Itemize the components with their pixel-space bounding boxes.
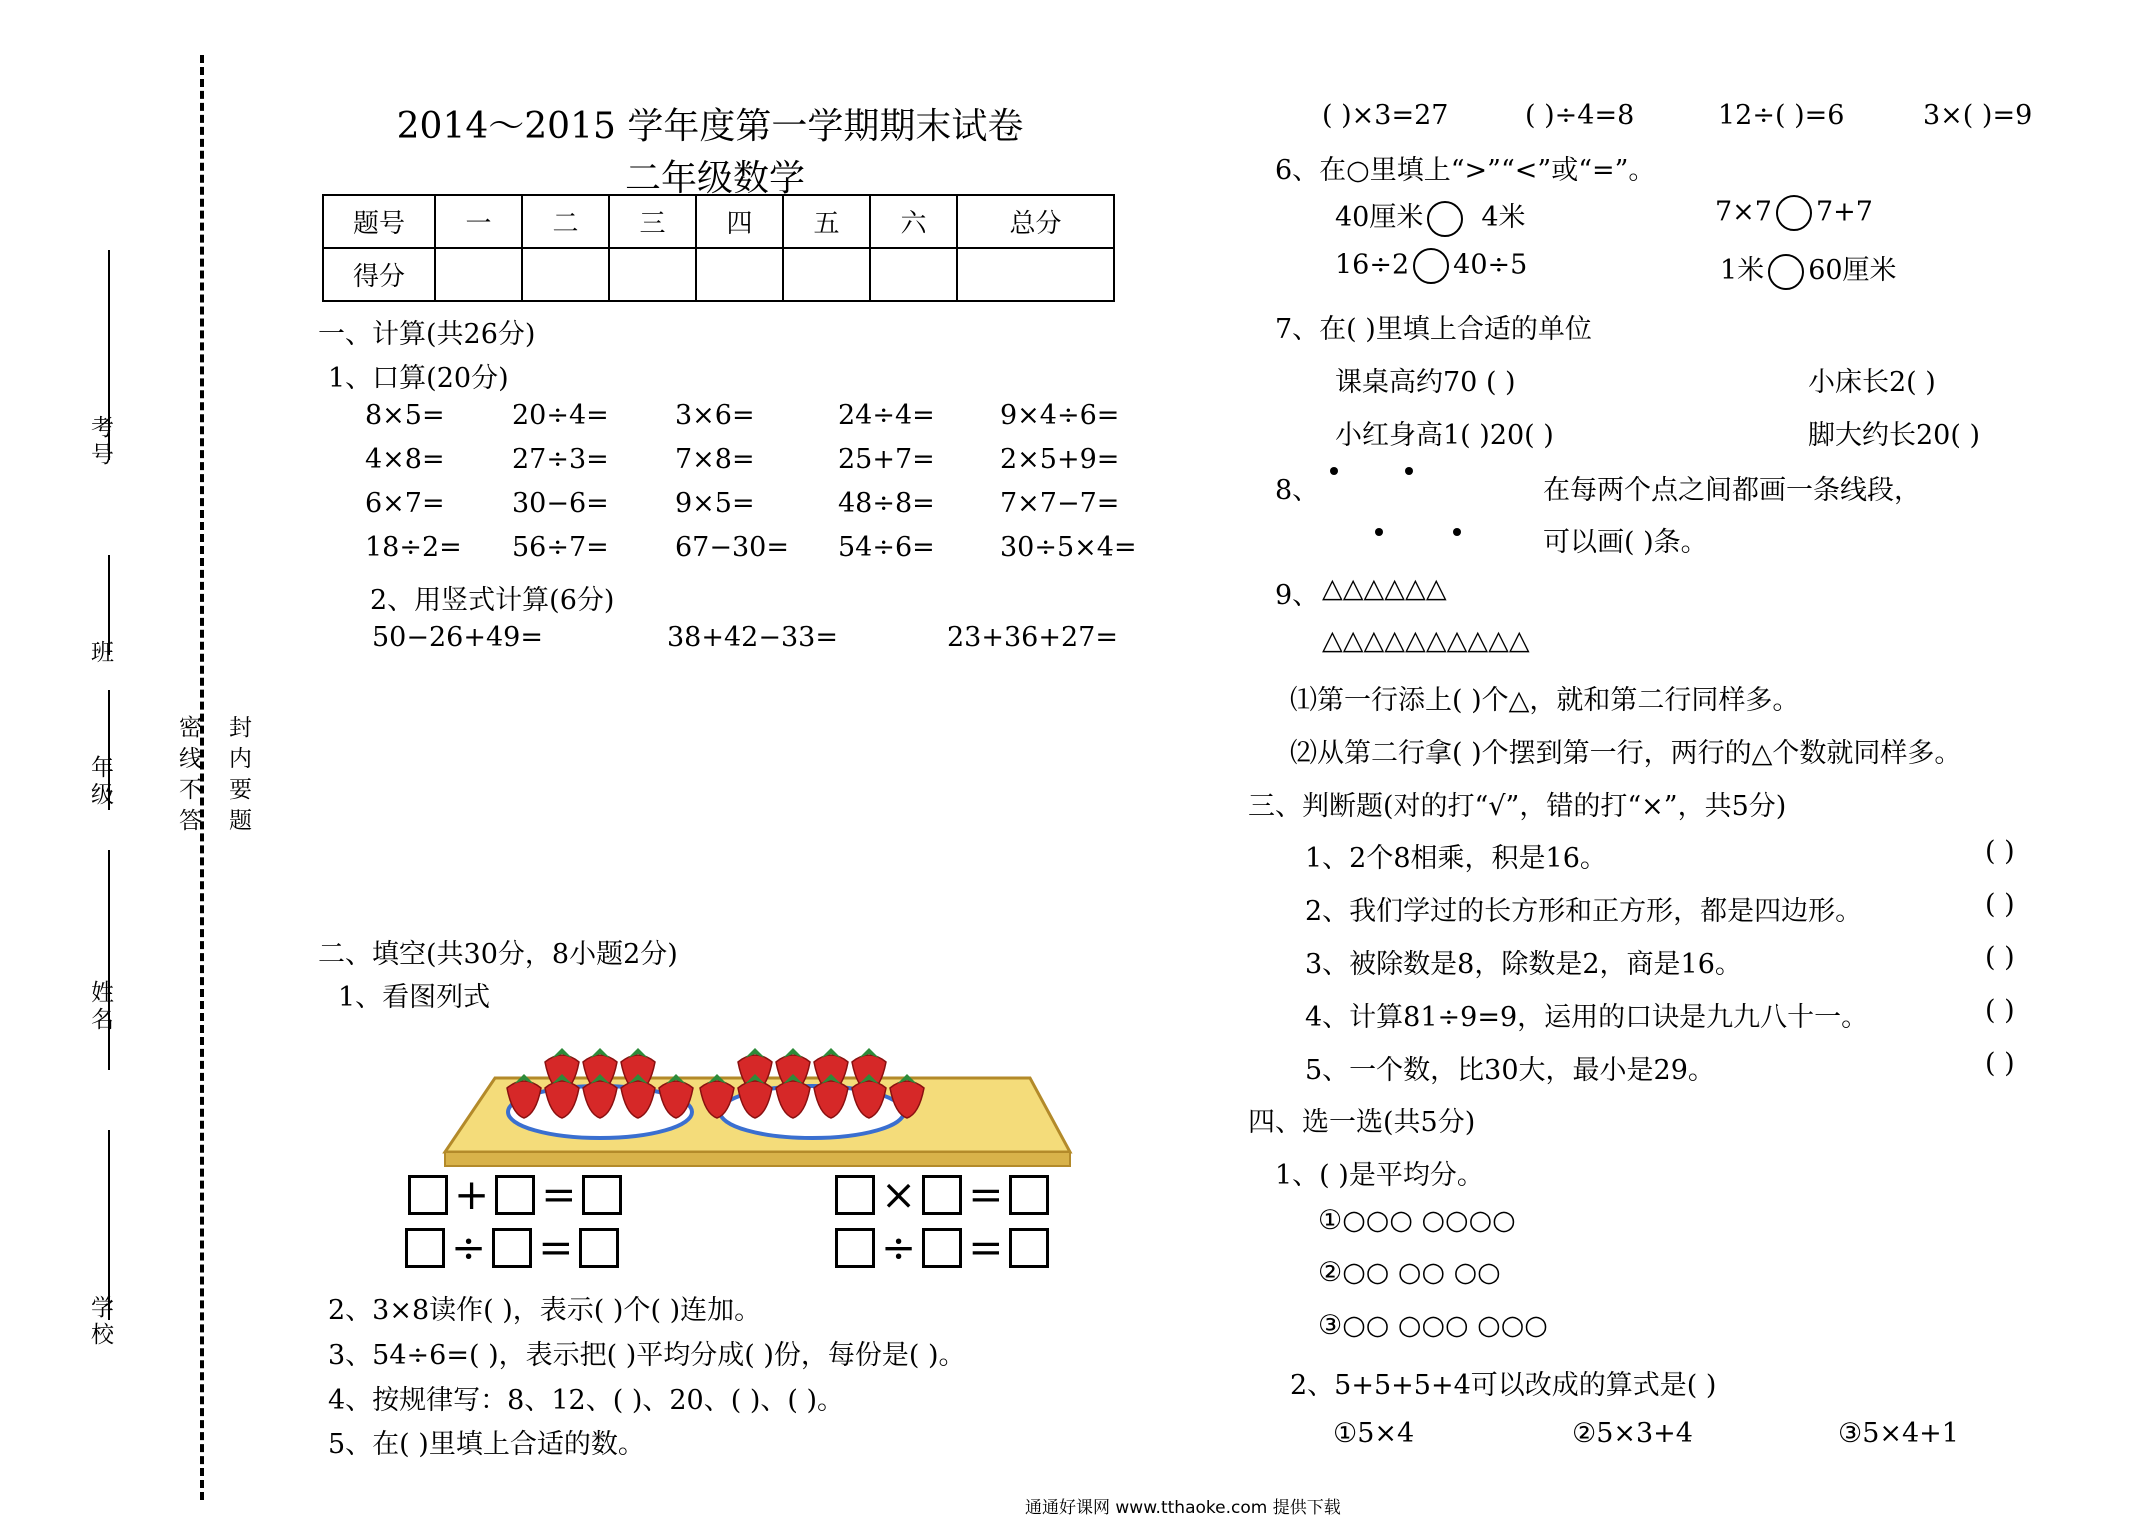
answer-box[interactable] — [492, 1228, 532, 1268]
xingming-line — [108, 850, 110, 1070]
times-sign: × — [881, 1170, 917, 1219]
score-header-cell: 五 — [783, 195, 870, 248]
judge-answer-paren[interactable]: ( ) — [1985, 836, 2015, 867]
oral-calc-item: 48÷8= — [838, 488, 935, 519]
question-2-8-answer: 可以画( )条。 — [1543, 527, 1708, 558]
question-2-9-label: 9、 — [1275, 580, 1320, 611]
question-2-8-text: 在每两个点之间都画一条线段， — [1543, 475, 1921, 506]
table-front — [445, 1152, 1070, 1166]
compare-left: 16÷2 — [1335, 249, 1410, 281]
kaohao-label: 考号 — [87, 415, 113, 469]
oral-calc-item: 7×8= — [675, 444, 755, 475]
compare-item — [1720, 248, 1897, 290]
score-row-label: 得分 — [323, 248, 435, 301]
score-input-cell[interactable] — [957, 248, 1114, 301]
answer-box[interactable] — [495, 1175, 535, 1215]
compare-right: 7+7 — [1815, 196, 1873, 228]
triangle-row-2: △△△△△△△△△△ — [1322, 625, 1530, 656]
oral-calc-item: 9×5= — [675, 488, 755, 519]
score-input-cell[interactable] — [522, 248, 609, 301]
question-2-7: 7、在( )里填上合适的单位 — [1275, 314, 1592, 345]
score-input-cell[interactable] — [609, 248, 696, 301]
answer-box[interactable] — [582, 1175, 622, 1215]
nianji-label: 年级 — [87, 755, 113, 809]
score-header-cell: 二 — [522, 195, 609, 248]
compare-circle[interactable] — [1413, 248, 1449, 284]
oral-calc-item: 30÷5×4= — [1000, 532, 1137, 563]
oral-calc-item: 7×7−7= — [1000, 488, 1120, 519]
oral-calc-item: 20÷4= — [512, 400, 609, 431]
score-header-cell: 题号 — [323, 195, 435, 248]
choice-option[interactable]: ①5×4 — [1333, 1418, 1415, 1449]
score-table — [322, 194, 1115, 302]
section3-title: 三、判断题(对的打“√”，错的打“×”，共5分) — [1248, 791, 1787, 822]
answer-box[interactable] — [922, 1228, 962, 1268]
equals-sign: = — [538, 1223, 574, 1272]
compare-circle[interactable] — [1427, 201, 1463, 237]
equation-div-right — [835, 1223, 1049, 1272]
compare-circle[interactable] — [1776, 195, 1812, 231]
oral-calc-item: 56÷7= — [512, 532, 609, 563]
compare-right: 4米 — [1481, 202, 1526, 233]
score-table-score-row — [323, 248, 1114, 301]
question-2-9-b: ⑵从第二行拿( )个摆到第一行，两行的△个数就同样多。 — [1290, 738, 1962, 769]
unit-item: 小床长2( ) — [1808, 367, 1936, 398]
equals-sign: = — [968, 1223, 1004, 1272]
choice-question-1: 1、( )是平均分。 — [1275, 1160, 1484, 1191]
fill-number-item: ( )×3=27 — [1322, 100, 1449, 131]
compare-left: 1米 — [1720, 255, 1765, 286]
unit-item: 小红身高1( )20( ) — [1335, 420, 1554, 451]
answer-box[interactable] — [579, 1228, 619, 1268]
vertical-calc-item: 38+42−33= — [667, 622, 838, 653]
compare-right: 60厘米 — [1808, 255, 1897, 286]
equation-div-left — [405, 1223, 619, 1272]
choice-option[interactable]: ②○○ ○○ ○○ — [1318, 1257, 1501, 1288]
vertical-calc-title: 2、用竖式计算(6分) — [370, 585, 615, 616]
answer-box[interactable] — [835, 1228, 875, 1268]
compare-circle[interactable] — [1768, 254, 1804, 290]
choice-option[interactable]: ③○○ ○○○ ○○○ — [1318, 1310, 1548, 1341]
ban-label: 班 — [87, 640, 113, 667]
footer-credit: 通通好课网 www.tthaoke.com 提供下载 — [1025, 1498, 1341, 1518]
unit-item: 课桌高约70 ( ) — [1335, 367, 1516, 398]
vertical-calc-item: 23+36+27= — [947, 622, 1118, 653]
compare-item — [1335, 248, 1527, 284]
compare-item — [1715, 195, 1873, 231]
oral-calc-item: 30−6= — [512, 488, 609, 519]
question-2-6: 6、在○里填上“>”“<”或“=”。 — [1275, 155, 1656, 186]
exam-subtitle: 二年级数学 — [624, 158, 805, 199]
oral-calc-item: 54÷6= — [838, 532, 935, 563]
equals-sign: = — [968, 1170, 1004, 1219]
equation-mult — [835, 1170, 1049, 1219]
answer-box[interactable] — [405, 1228, 445, 1268]
score-header-cell: 四 — [696, 195, 783, 248]
section1-title: 一、计算(共26分) — [318, 319, 536, 350]
choice-option[interactable]: ①○○○ ○○○○ — [1318, 1205, 1516, 1236]
question-2-9-a: ⑴第一行添上( )个△，就和第二行同样多。 — [1290, 685, 1800, 716]
fill-number-item: ( )÷4=8 — [1525, 100, 1635, 131]
score-header-cell: 六 — [870, 195, 957, 248]
divide-sign: ÷ — [881, 1223, 917, 1272]
score-input-cell[interactable] — [435, 248, 522, 301]
question-2-4: 4、按规律写：8、12、( )、20、( )、( )。 — [328, 1385, 845, 1416]
point-dot — [1453, 528, 1461, 536]
point-dot — [1330, 467, 1338, 475]
oral-calc-item: 2×5+9= — [1000, 444, 1120, 475]
score-input-cell[interactable] — [696, 248, 783, 301]
oral-calc-title: 1、口算(20分) — [328, 363, 509, 394]
score-input-cell[interactable] — [870, 248, 957, 301]
judge-answer-paren[interactable]: ( ) — [1985, 942, 2015, 973]
compare-right: 40÷5 — [1453, 249, 1528, 281]
score-input-cell[interactable] — [783, 248, 870, 301]
compare-left: 40厘米 — [1335, 202, 1424, 233]
plus-sign: + — [454, 1170, 490, 1219]
oral-calc-item: 6×7= — [365, 488, 445, 519]
unit-item: 脚大约长20( ) — [1808, 420, 1981, 451]
compare-item — [1335, 195, 1526, 237]
judge-item: 1、2个8相乘，积是16。 — [1305, 843, 1607, 874]
score-header-cell: 总分 — [957, 195, 1114, 248]
vertical-calc-item: 50−26+49= — [372, 622, 543, 653]
judge-item: 3、被除数是8，除数是2，商是16。 — [1305, 949, 1742, 980]
question-2-2: 2、3×8读作( )，表示( )个( )连加。 — [328, 1295, 762, 1326]
answer-box[interactable] — [408, 1175, 448, 1215]
score-header-cell: 三 — [609, 195, 696, 248]
point-dot — [1375, 528, 1383, 536]
section2-title: 二、填空(共30分，8小题2分) — [318, 939, 678, 970]
equals-sign: = — [541, 1170, 577, 1219]
oral-calc-item: 24÷4= — [838, 400, 935, 431]
judge-answer-paren[interactable]: ( ) — [1985, 995, 2015, 1026]
answer-box[interactable] — [1009, 1228, 1049, 1268]
xuexiao-line — [108, 1130, 110, 1320]
xuexiao-label: 学校 — [87, 1295, 113, 1349]
compare-left: 7×7 — [1715, 196, 1772, 228]
fill-number-item: 12÷( )=6 — [1718, 100, 1845, 131]
oral-calc-item: 3×6= — [675, 400, 755, 431]
strawberry-table-illustration — [440, 1020, 1080, 1185]
oral-calc-item: 18÷2= — [365, 532, 462, 563]
oral-calc-item: 8×5= — [365, 400, 445, 431]
triangle-row-1: △△△△△△ — [1322, 573, 1447, 604]
fill-number-item: 3×( )=9 — [1923, 100, 2033, 131]
answer-box[interactable] — [922, 1175, 962, 1215]
oral-calc-item: 25+7= — [838, 444, 935, 475]
question-2-3: 3、54÷6=( )，表示把( )平均分成( )份，每份是( )。 — [328, 1340, 966, 1371]
oral-calc-item: 4×8= — [365, 444, 445, 475]
score-table-header-row — [323, 195, 1114, 248]
answer-box[interactable] — [835, 1175, 875, 1215]
picture-question-title: 1、看图列式 — [338, 982, 491, 1013]
answer-box[interactable] — [1009, 1175, 1049, 1215]
divide-sign: ÷ — [451, 1223, 487, 1272]
equation-add — [408, 1170, 622, 1219]
choice-option[interactable]: ②5×3+4 — [1572, 1418, 1693, 1449]
judge-item: 5、一个数，比30大，最小是29。 — [1305, 1055, 1715, 1086]
choice-question-2: 2、5+5+5+4可以改成的算式是( ) — [1290, 1370, 1717, 1401]
xingming-label: 姓名 — [87, 980, 113, 1034]
judge-answer-paren[interactable]: ( ) — [1985, 889, 2015, 920]
judge-answer-paren[interactable]: ( ) — [1985, 1048, 2015, 1079]
judge-item: 2、我们学过的长方形和正方形，都是四边形。 — [1305, 896, 1863, 927]
oral-calc-item: 67−30= — [675, 532, 789, 563]
score-header-cell: 一 — [435, 195, 522, 248]
oral-calc-item: 27÷3= — [512, 444, 609, 475]
exam-title: 2014～2015 学年度第一学期期末试卷 — [396, 106, 1024, 147]
point-dot — [1405, 467, 1413, 475]
question-2-8-label: 8、 — [1275, 475, 1320, 506]
section4-title: 四、选一选(共5分) — [1248, 1107, 1476, 1138]
seal-text-left: 密线不答 — [175, 715, 201, 839]
oral-calc-item: 9×4÷6= — [1000, 400, 1120, 431]
question-2-5: 5、在( )里填上合适的数。 — [328, 1429, 645, 1460]
judge-item: 4、计算81÷9=9，运用的口诀是九九八十一。 — [1305, 1002, 1869, 1033]
seal-text-right: 封内要题 — [225, 715, 251, 839]
choice-option[interactable]: ③5×4+1 — [1838, 1418, 1959, 1449]
